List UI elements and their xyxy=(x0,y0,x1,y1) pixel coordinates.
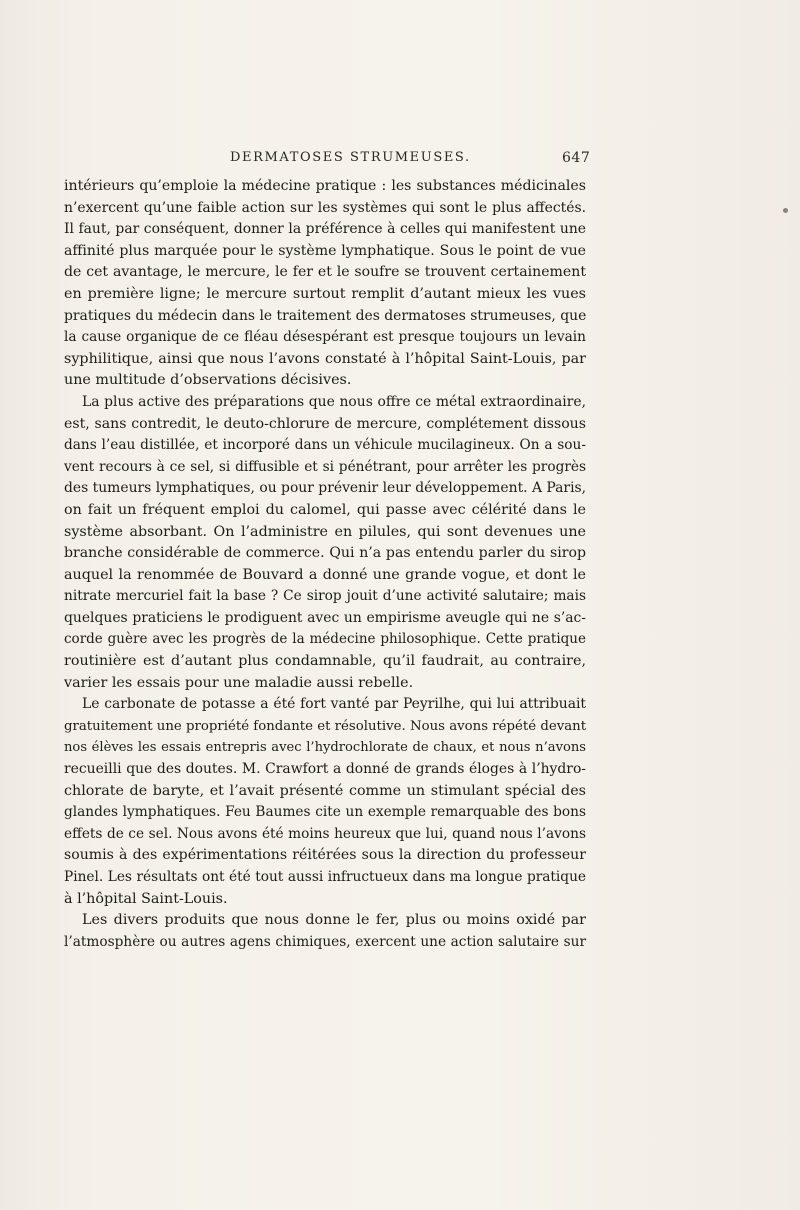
text-line: branche considérable de commerce. Qui n’a pas entendu parler du sirop xyxy=(64,545,586,562)
text-line: système absorbant. On l’administre en pilules, qui sont devenues une xyxy=(64,523,586,540)
text-line: recueilli que des doutes. M. Crawfort a donné de grands éloges à l’hydro- xyxy=(64,761,586,778)
text-line: en première ligne; le mercure surtout remplit d’autant mieux les vues xyxy=(64,285,586,302)
text-line: pratiques du médecin dans le traitement des dermatoses strumeuses, que xyxy=(64,307,587,324)
text-line: varier les essais pour une maladie aussi rebelle. xyxy=(64,674,414,691)
text-line: dans l’eau distillée, et incorporé dans un véhicule mucilagineux. On a sou- xyxy=(64,437,586,454)
text-line: Il faut, par conséquent, donner la préférence à celles qui manifestent une xyxy=(64,221,586,238)
body-text xyxy=(64,176,586,953)
text-line: syphilitique, ainsi que nous l’avons constaté à l’hôpital Saint-Louis, par xyxy=(64,350,586,367)
page-number: 647 xyxy=(562,150,591,166)
text-line: chlorate de baryte, et l’avait présenté comme un stimulant spécial des xyxy=(64,782,586,799)
running-head-title: DERMATOSES STRUMEUSES. xyxy=(230,150,471,165)
text-line: l’atmosphère ou autres agens chimiques, exercent une action salutaire sur xyxy=(64,933,586,950)
ink-speck xyxy=(783,208,788,213)
text-line: est, sans contredit, le deuto-chlorure de mercure, complétement dissous xyxy=(64,415,586,432)
text-line: Le carbonate de potasse a été fort vanté par Peyrilhe, qui lui attribuait xyxy=(82,696,586,713)
text-line: Les divers produits que nous donne le fer, plus ou moins oxidé par xyxy=(82,912,586,929)
text-line: corde guère avec les progrès de la médecine philosophique. Cette pratique xyxy=(64,631,586,648)
text-line: effets de ce sel. Nous avons été moins heureux que lui, quand nous l’avons xyxy=(64,825,586,842)
text-line: intérieurs qu’emploie la médecine pratique : les substances médicinales xyxy=(64,178,586,194)
text-line: soumis à des expérimentations réitérées sous la direction du professeur xyxy=(64,847,586,864)
text-line: de cet avantage, le mercure, le fer et le soufre se trouvent certainement xyxy=(64,264,586,281)
text-line: nos élèves les essais entrepris avec l’hydrochlorate de chaux, et nous n’avons xyxy=(64,740,586,756)
text-line: une multitude d’observations décisives. xyxy=(64,372,352,389)
text-line: affinité plus marquée pour le système lymphatique. Sous le point de vue xyxy=(64,242,586,259)
text-line: n’exercent qu’une faible action sur les systèmes qui sont le plus affectés. xyxy=(64,199,586,216)
text-line: des tumeurs lymphatiques, ou pour prévenir leur développement. A Paris, xyxy=(64,480,587,497)
text-line: la cause organique de ce fléau désespérant est presque toujours un levain xyxy=(64,329,586,346)
text-line: nitrate mercuriel fait la base ? Ce sirop jouit d’une activité salutaire; mais xyxy=(64,588,586,605)
text-line: routinière est d’autant plus condamnable, qu’il faudrait, au contraire, xyxy=(64,653,586,670)
text-line: gratuitement une propriété fondante et résolutive. Nous avons répété devant xyxy=(64,718,587,734)
text-line: La plus active des préparations que nous offre ce métal extraordinaire, xyxy=(82,393,586,410)
text-line: Pinel. Les résultats ont été tout aussi infructueux dans ma longue pratique xyxy=(64,869,586,885)
text-line: à l’hôpital Saint-Louis. xyxy=(64,890,228,907)
text-line: glandes lymphatiques. Feu Baumes cite un exemple remarquable des bons xyxy=(64,804,586,821)
text-line: auquel la renommée de Bouvard a donné une grande vogue, et dont le xyxy=(64,566,586,583)
text-line: on fait un fréquent emploi du calomel, qui passe avec célérité dans le xyxy=(64,501,586,518)
text-line: quelques praticiens le prodiguent avec un empirisme aveugle qui ne s’ac- xyxy=(64,609,586,626)
text-line: vent recours à ce sel, si diffusible et si pénétrant, pour arrêter les progrès xyxy=(64,458,586,475)
